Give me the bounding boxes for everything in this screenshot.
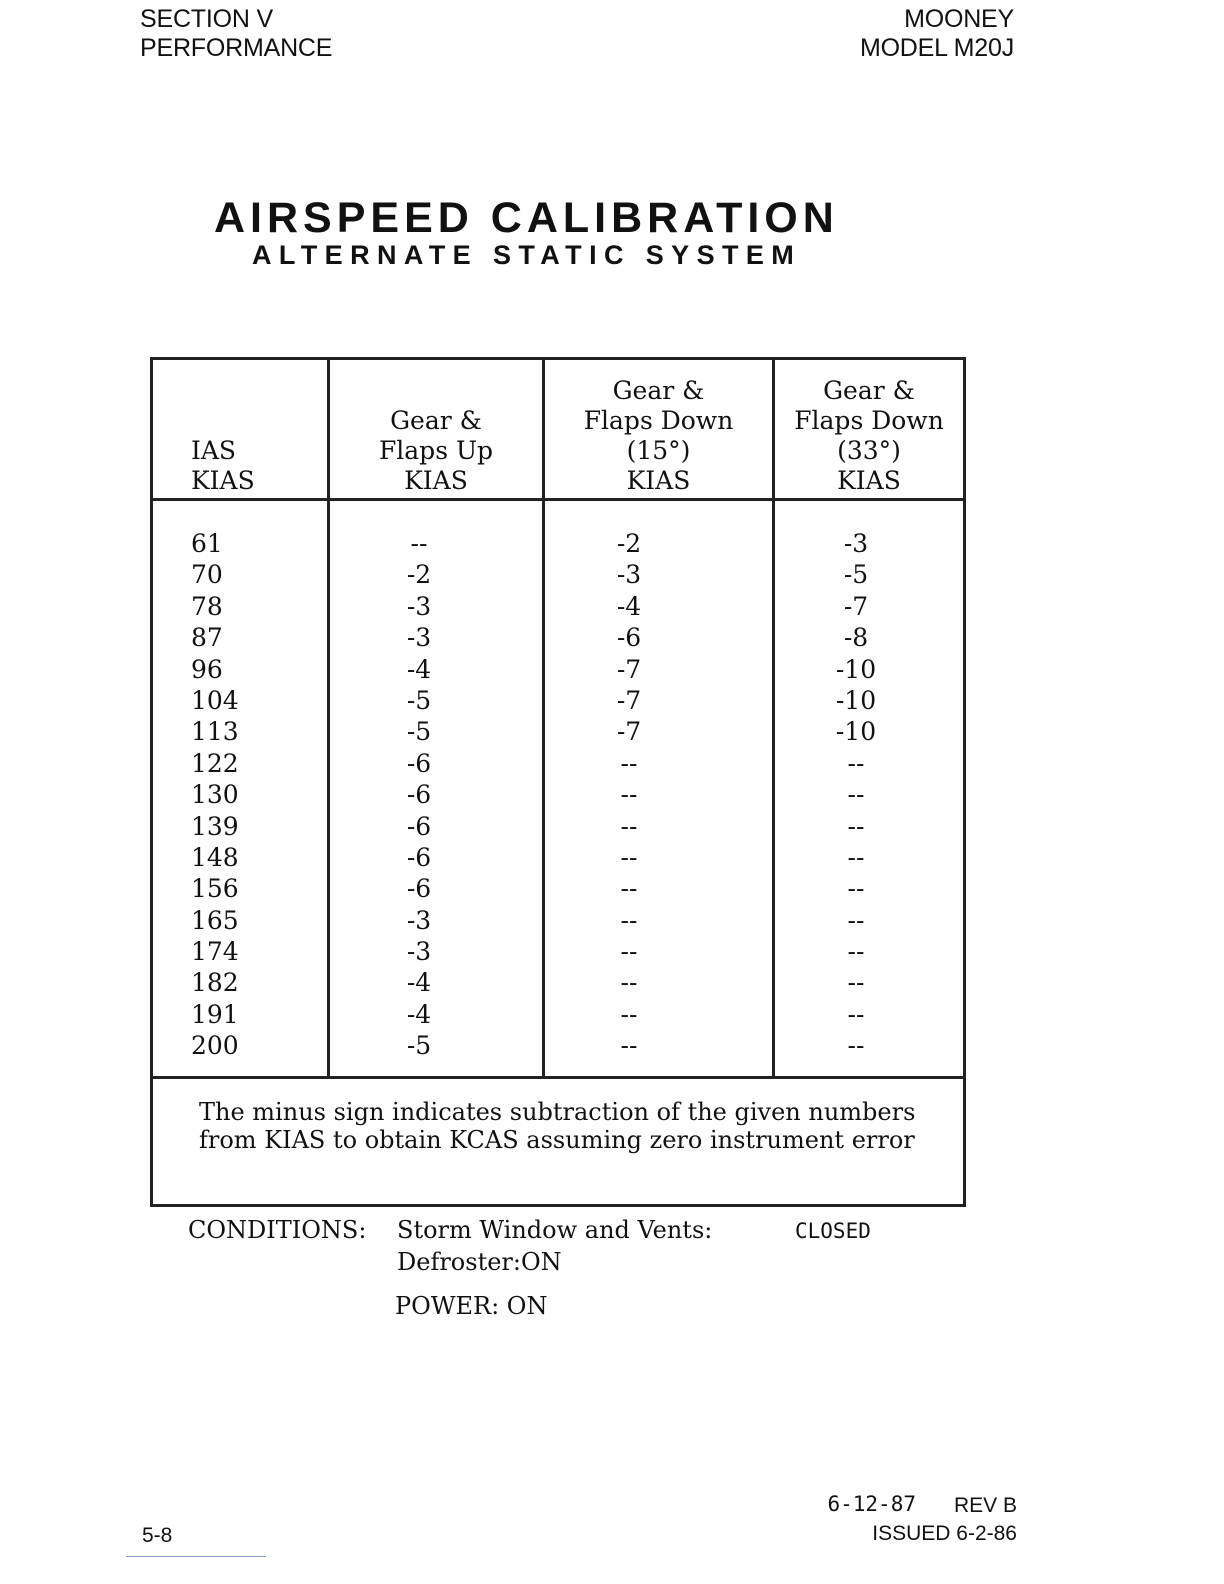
flaps-33-cell: -- <box>847 937 865 967</box>
header-flaps-33-line1: Gear & <box>823 376 915 405</box>
header-flaps-up-line2: Flaps Up <box>378 436 494 465</box>
flaps-33-cell: -5 <box>843 560 869 590</box>
flaps-up-cell: -2 <box>406 560 432 590</box>
flaps-up-cell: -6 <box>406 811 432 841</box>
flaps-up-column <box>389 528 449 1062</box>
model-header <box>860 5 1014 63</box>
page-title: AIRSPEED CALIBRATION <box>214 194 839 242</box>
flaps-up-cell: -6 <box>406 748 432 778</box>
flaps-15-cell: -7 <box>616 654 642 684</box>
flaps-15-cell: -- <box>620 999 638 1029</box>
ias-cell: 78 <box>191 591 223 621</box>
header-flaps-up <box>330 360 542 500</box>
ias-cell: 191 <box>191 999 239 1029</box>
issued-date: ISSUED 6-2-86 <box>872 1522 1017 1545</box>
power-condition: POWER: ON <box>395 1292 548 1320</box>
flaps-15-cell: -- <box>620 905 638 935</box>
flaps-15-cell: -7 <box>616 685 642 715</box>
header-flaps-33 <box>775 360 963 500</box>
header-flaps-15 <box>545 360 772 500</box>
flaps-up-cell: -6 <box>406 874 432 904</box>
section-label: SECTION V <box>140 5 273 33</box>
flaps-15-cell: -- <box>620 780 638 810</box>
flaps-15-cell: -7 <box>616 717 642 747</box>
flaps-33-cell: -- <box>847 780 865 810</box>
flaps-15-cell: -- <box>620 811 638 841</box>
flaps-33-cell: -- <box>847 874 865 904</box>
ias-column <box>191 528 239 1062</box>
flaps-15-cell: -3 <box>616 560 642 590</box>
note-divider <box>153 1076 963 1079</box>
ias-cell: 87 <box>191 623 223 653</box>
flaps-33-cell: -- <box>847 968 865 998</box>
ias-cell: 200 <box>191 1031 239 1061</box>
header-flaps-15-line2: Flaps Down <box>583 406 734 435</box>
flaps-33-cell: -- <box>847 811 865 841</box>
revision-label: REV B <box>953 1494 1017 1517</box>
ias-cell: 148 <box>191 842 239 872</box>
flaps-15-cell: -6 <box>616 623 642 653</box>
flaps-up-cell: -4 <box>406 999 432 1029</box>
header-flaps-33-line2: Flaps Down <box>794 406 944 435</box>
ias-cell: 122 <box>191 748 239 778</box>
section-subtitle: PERFORMANCE <box>140 34 333 62</box>
flaps-15-cell: -- <box>620 968 638 998</box>
flaps-33-cell: -- <box>847 748 865 778</box>
table-note: The minus sign indicates subtraction of the given numbers from KIAS to obtain KCAS assuming zero instrument error <box>199 1098 916 1154</box>
flaps-33-cell: -10 <box>835 717 877 747</box>
ias-cell: 104 <box>191 685 239 715</box>
section-header <box>140 5 332 63</box>
ias-cell: 156 <box>191 874 239 904</box>
defroster-condition: Defroster:ON <box>397 1248 562 1276</box>
flaps-15-cell: -- <box>620 842 638 872</box>
ias-cell: 130 <box>191 780 239 810</box>
storm-window-value: CLOSED <box>795 1219 871 1243</box>
header-flaps-33-angle: (33°) <box>837 436 901 465</box>
flaps-up-cell: -4 <box>406 654 432 684</box>
flaps-up-cell: -5 <box>406 717 432 747</box>
flaps-33-cell: -7 <box>843 591 869 621</box>
flaps-up-cell: -- <box>410 529 428 558</box>
flaps-33-cell: -10 <box>835 685 877 715</box>
flaps-15-cell: -- <box>620 874 638 904</box>
page-number: 5-8 <box>142 1524 173 1547</box>
flaps-15-cell: -2 <box>616 529 642 558</box>
flaps-up-cell: -4 <box>406 968 432 998</box>
header-ias <box>153 360 327 500</box>
flaps-33-column <box>821 528 891 1062</box>
conditions-label: CONDITIONS: <box>188 1216 367 1244</box>
header-ias-unit: KIAS <box>191 466 255 495</box>
ias-cell: 174 <box>191 937 239 967</box>
flaps-up-cell: -5 <box>406 685 432 715</box>
header-flaps-33-unit: KIAS <box>837 466 901 495</box>
flaps-up-cell: -6 <box>406 842 432 872</box>
revision-date: 6-12-87 <box>827 1492 916 1516</box>
ias-cell: 96 <box>191 654 223 684</box>
ias-cell: 139 <box>191 811 239 841</box>
ias-cell: 165 <box>191 905 239 935</box>
header-flaps-up-line1: Gear & <box>390 406 482 435</box>
storm-window-label: Storm Window and Vents: <box>397 1216 713 1244</box>
flaps-33-cell: -- <box>847 842 865 872</box>
header-flaps-15-angle: (15°) <box>626 436 691 465</box>
flaps-33-cell: -- <box>847 999 865 1029</box>
flaps-33-cell: -3 <box>843 529 869 558</box>
header-flaps-up-unit: KIAS <box>404 466 468 495</box>
ias-cell: 182 <box>191 968 239 998</box>
ias-cell: 113 <box>191 717 239 747</box>
flaps-up-cell: -3 <box>406 905 432 935</box>
flaps-15-cell: -- <box>620 937 638 967</box>
flaps-15-column <box>599 528 659 1062</box>
manufacturer-label: MOONEY <box>904 5 1014 33</box>
flaps-up-cell: -3 <box>406 591 432 621</box>
flaps-up-cell: -5 <box>406 1031 432 1061</box>
flaps-15-cell: -- <box>620 1031 638 1061</box>
flaps-33-cell: -- <box>847 905 865 935</box>
flaps-up-cell: -6 <box>406 780 432 810</box>
flaps-up-cell: -3 <box>406 937 432 967</box>
flaps-15-cell: -4 <box>616 591 642 621</box>
page-subtitle: ALTERNATE STATIC SYSTEM <box>252 240 802 270</box>
flaps-15-cell: -- <box>620 748 638 778</box>
airspeed-calibration-table <box>150 357 966 1207</box>
flaps-up-cell: -3 <box>406 623 432 653</box>
header-flaps-15-line1: Gear & <box>612 376 705 405</box>
flaps-33-cell: -- <box>847 1031 865 1061</box>
scan-mark <box>126 1556 266 1557</box>
flaps-33-cell: -10 <box>835 654 877 684</box>
model-label: MODEL M20J <box>859 34 1014 62</box>
header-flaps-15-unit: KIAS <box>626 466 691 495</box>
ias-cell: 70 <box>191 560 223 590</box>
header-ias-line: IAS <box>191 436 237 465</box>
ias-cell: 61 <box>191 529 223 558</box>
flaps-33-cell: -8 <box>843 623 869 653</box>
